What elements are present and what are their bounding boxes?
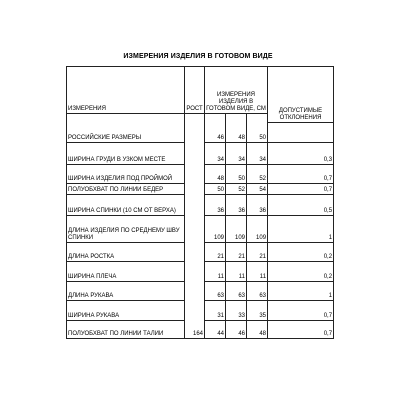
size-value: 21 — [226, 243, 247, 262]
size-value: 48 — [247, 321, 268, 339]
size-value: 36 — [226, 195, 247, 216]
measurement-name: ШИРИНА ГРУДИ В УЗКОМ МЕСТЕ — [67, 143, 185, 165]
size-value: 109 — [247, 216, 268, 243]
size-value: 21 — [205, 243, 226, 262]
size-value: 63 — [226, 282, 247, 301]
size-value: 34 — [247, 143, 268, 165]
size-value: 46 — [205, 123, 226, 143]
tolerance-value: 0,7 — [268, 184, 334, 195]
tolerance-value: 0,7 — [268, 165, 334, 184]
measurement-name: ШИРИНА ИЗДЕЛИЯ ПОД ПРОЙМОЙ — [67, 165, 185, 184]
size-value: 34 — [205, 143, 226, 165]
size-value: 63 — [205, 282, 226, 301]
size-value: 11 — [247, 262, 268, 282]
empty-cell — [205, 114, 226, 123]
size-value: 50 — [205, 184, 226, 195]
height-value: 164 — [185, 114, 205, 339]
size-value: 35 — [247, 301, 268, 321]
size-value: 54 — [247, 184, 268, 195]
tolerance-value: 0,5 — [268, 195, 334, 216]
header-row — [67, 67, 334, 114]
tolerance-value — [268, 123, 334, 143]
tolerance-value: 1 — [268, 282, 334, 301]
tolerance-value: 0,7 — [268, 301, 334, 321]
measurement-name: ДЛИНА РОСТКА — [67, 243, 185, 262]
size-value: 48 — [205, 165, 226, 184]
empty-cell — [247, 114, 268, 123]
size-table-body — [67, 67, 334, 339]
size-table — [66, 66, 334, 339]
measurement-name: ДЛИНА РУКАВА — [67, 282, 185, 301]
measurement-name: ШИРИНА ПЛЕЧА — [67, 262, 185, 282]
measurement-name: ПОЛУОБХВАТ ПО ЛИНИИ ТАЛИИ — [67, 321, 185, 339]
size-value: 48 — [226, 123, 247, 143]
measurement-header: ИЗМЕРЕНИЯ — [67, 67, 185, 114]
measurements-header: ИЗМЕРЕНИЯ ИЗДЕЛИЯ В ГОТОВОМ ВИДЕ, СМ — [205, 67, 268, 114]
size-value: 109 — [205, 216, 226, 243]
size-value: 63 — [247, 282, 268, 301]
size-value: 50 — [226, 165, 247, 184]
empty-cell — [67, 114, 185, 123]
tolerance-value: 0,2 — [268, 262, 334, 282]
size-value: 46 — [226, 321, 247, 339]
empty-cell — [226, 114, 247, 123]
size-value: 34 — [226, 143, 247, 165]
size-value: 11 — [226, 262, 247, 282]
measurement-name: ШИРИНА СПИНКИ (10 СМ ОТ ВЕРХА) — [67, 195, 185, 216]
size-value: 36 — [247, 195, 268, 216]
size-value: 50 — [247, 123, 268, 143]
size-value: 44 — [205, 321, 226, 339]
size-value: 31 — [205, 301, 226, 321]
tolerance-value: 0,2 — [268, 243, 334, 262]
size-value: 33 — [226, 301, 247, 321]
tolerance-value: 1 — [268, 216, 334, 243]
tolerance-header: ДОПУСТИМЫЕ ОТКЛОНЕНИЯ — [268, 67, 334, 123]
document-title: ИЗМЕРЕНИЯ ИЗДЕЛИЯ В ГОТОВОМ ВИДЕ — [123, 53, 273, 60]
size-value: 11 — [205, 262, 226, 282]
tolerance-value: 0,7 — [268, 321, 334, 339]
size-value: 21 — [247, 243, 268, 262]
size-value: 52 — [247, 165, 268, 184]
measurement-name: ДЛИНА ИЗДЕЛИЯ ПО СРЕДНЕМУ ШВУ СПИНКИ — [67, 216, 185, 243]
size-value: 52 — [226, 184, 247, 195]
measurement-name: ШИРИНА РУКАВА — [67, 301, 185, 321]
tolerance-value: 0,3 — [268, 143, 334, 165]
measurement-name: ПОЛУОБХВАТ ПО ЛИНИИ БЕДЕР — [67, 184, 185, 195]
size-value: 109 — [226, 216, 247, 243]
size-value: 36 — [205, 195, 226, 216]
height-header: РОСТ — [185, 67, 205, 114]
measurement-name: РОССИЙСКИЕ РАЗМЕРЫ — [67, 123, 185, 143]
